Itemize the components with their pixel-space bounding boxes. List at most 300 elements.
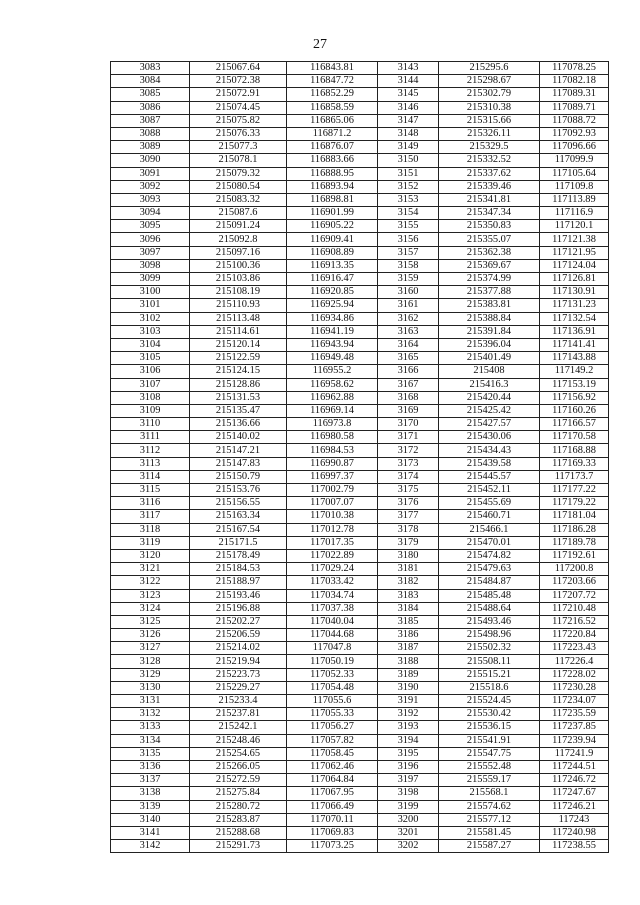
x-coordinate-cell: 215229.27 bbox=[190, 681, 287, 694]
y-coordinate-cell: 116990.87 bbox=[287, 457, 378, 470]
point-id-cell: 3179 bbox=[378, 536, 439, 549]
point-id-cell: 3161 bbox=[378, 299, 439, 312]
x-coordinate-cell: 215470.01 bbox=[439, 536, 540, 549]
y-coordinate-cell: 117239.94 bbox=[540, 734, 609, 747]
y-coordinate-cell: 116955.2 bbox=[287, 365, 378, 378]
y-coordinate-cell: 116909.41 bbox=[287, 233, 378, 246]
table-row bbox=[111, 325, 609, 338]
x-coordinate-cell: 215178.49 bbox=[190, 549, 287, 562]
table-row bbox=[111, 536, 609, 549]
point-id-cell: 3141 bbox=[111, 826, 190, 839]
point-id-cell: 3175 bbox=[378, 484, 439, 497]
x-coordinate-cell: 215498.96 bbox=[439, 629, 540, 642]
x-coordinate-cell: 215420.44 bbox=[439, 391, 540, 404]
y-coordinate-cell: 117210.48 bbox=[540, 602, 609, 615]
table-row bbox=[111, 431, 609, 444]
point-id-cell: 3136 bbox=[111, 760, 190, 773]
y-coordinate-cell: 117235.59 bbox=[540, 708, 609, 721]
table-row bbox=[111, 312, 609, 325]
x-coordinate-cell: 215202.27 bbox=[190, 615, 287, 628]
y-coordinate-cell: 117228.02 bbox=[540, 668, 609, 681]
point-id-cell: 3118 bbox=[111, 523, 190, 536]
y-coordinate-cell: 117246.72 bbox=[540, 774, 609, 787]
point-id-cell: 3183 bbox=[378, 589, 439, 602]
table-row bbox=[111, 615, 609, 628]
point-id-cell: 3090 bbox=[111, 154, 190, 167]
x-coordinate-cell: 215283.87 bbox=[190, 813, 287, 826]
point-id-cell: 3186 bbox=[378, 629, 439, 642]
x-coordinate-cell: 215302.79 bbox=[439, 88, 540, 101]
x-coordinate-cell: 215341.81 bbox=[439, 193, 540, 206]
point-id-cell: 3095 bbox=[111, 220, 190, 233]
point-id-cell: 3148 bbox=[378, 127, 439, 140]
point-id-cell: 3144 bbox=[378, 75, 439, 88]
x-coordinate-cell: 215541.91 bbox=[439, 734, 540, 747]
point-id-cell: 3185 bbox=[378, 615, 439, 628]
y-coordinate-cell: 117057.82 bbox=[287, 734, 378, 747]
y-coordinate-cell: 117246.21 bbox=[540, 800, 609, 813]
x-coordinate-cell: 215110.93 bbox=[190, 299, 287, 312]
point-id-cell: 3159 bbox=[378, 273, 439, 286]
y-coordinate-cell: 117160.26 bbox=[540, 404, 609, 417]
y-coordinate-cell: 116984.53 bbox=[287, 444, 378, 457]
point-id-cell: 3114 bbox=[111, 470, 190, 483]
x-coordinate-cell: 215184.53 bbox=[190, 563, 287, 576]
x-coordinate-cell: 215275.84 bbox=[190, 787, 287, 800]
table-row bbox=[111, 286, 609, 299]
x-coordinate-cell: 215484.87 bbox=[439, 576, 540, 589]
x-coordinate-cell: 215552.48 bbox=[439, 760, 540, 773]
y-coordinate-cell: 117002.79 bbox=[287, 484, 378, 497]
point-id-cell: 3096 bbox=[111, 233, 190, 246]
point-id-cell: 3188 bbox=[378, 655, 439, 668]
x-coordinate-cell: 215291.73 bbox=[190, 840, 287, 853]
point-id-cell: 3154 bbox=[378, 207, 439, 220]
y-coordinate-cell: 117116.9 bbox=[540, 207, 609, 220]
y-coordinate-cell: 117203.66 bbox=[540, 576, 609, 589]
point-id-cell: 3146 bbox=[378, 101, 439, 114]
x-coordinate-cell: 215439.58 bbox=[439, 457, 540, 470]
y-coordinate-cell: 117029.24 bbox=[287, 563, 378, 576]
point-id-cell: 3139 bbox=[111, 800, 190, 813]
point-id-cell: 3182 bbox=[378, 576, 439, 589]
point-id-cell: 3094 bbox=[111, 207, 190, 220]
x-coordinate-cell: 215485.48 bbox=[439, 589, 540, 602]
point-id-cell: 3122 bbox=[111, 576, 190, 589]
y-coordinate-cell: 117109.8 bbox=[540, 180, 609, 193]
point-id-cell: 3084 bbox=[111, 75, 190, 88]
x-coordinate-cell: 215136.66 bbox=[190, 418, 287, 431]
x-coordinate-cell: 215140.02 bbox=[190, 431, 287, 444]
x-coordinate-cell: 215150.79 bbox=[190, 470, 287, 483]
x-coordinate-cell: 215077.3 bbox=[190, 141, 287, 154]
y-coordinate-cell: 117099.9 bbox=[540, 154, 609, 167]
table-row bbox=[111, 299, 609, 312]
y-coordinate-cell: 116934.86 bbox=[287, 312, 378, 325]
x-coordinate-cell: 215460.71 bbox=[439, 510, 540, 523]
x-coordinate-cell: 215076.33 bbox=[190, 127, 287, 140]
point-id-cell: 3092 bbox=[111, 180, 190, 193]
point-id-cell: 3202 bbox=[378, 840, 439, 853]
y-coordinate-cell: 117241.9 bbox=[540, 747, 609, 760]
x-coordinate-cell: 215128.86 bbox=[190, 378, 287, 391]
y-coordinate-cell: 117143.88 bbox=[540, 352, 609, 365]
x-coordinate-cell: 215288.68 bbox=[190, 826, 287, 839]
point-id-cell: 3170 bbox=[378, 418, 439, 431]
y-coordinate-cell: 117055.33 bbox=[287, 708, 378, 721]
table-row bbox=[111, 602, 609, 615]
point-id-cell: 3160 bbox=[378, 286, 439, 299]
table-row bbox=[111, 708, 609, 721]
table-row bbox=[111, 589, 609, 602]
x-coordinate-cell: 215067.64 bbox=[190, 62, 287, 75]
x-coordinate-cell: 215408 bbox=[439, 365, 540, 378]
y-coordinate-cell: 117131.23 bbox=[540, 299, 609, 312]
y-coordinate-cell: 117062.46 bbox=[287, 760, 378, 773]
y-coordinate-cell: 117105.64 bbox=[540, 167, 609, 180]
point-id-cell: 3162 bbox=[378, 312, 439, 325]
page-number: 27 bbox=[313, 37, 327, 52]
y-coordinate-cell: 117033.42 bbox=[287, 576, 378, 589]
point-id-cell: 3165 bbox=[378, 352, 439, 365]
y-coordinate-cell: 117113.89 bbox=[540, 193, 609, 206]
point-id-cell: 3101 bbox=[111, 299, 190, 312]
x-coordinate-cell: 215163.34 bbox=[190, 510, 287, 523]
y-coordinate-cell: 117050.19 bbox=[287, 655, 378, 668]
x-coordinate-cell: 215337.62 bbox=[439, 167, 540, 180]
point-id-cell: 3100 bbox=[111, 286, 190, 299]
point-id-cell: 3115 bbox=[111, 484, 190, 497]
point-id-cell: 3117 bbox=[111, 510, 190, 523]
point-id-cell: 3098 bbox=[111, 259, 190, 272]
y-coordinate-cell: 117226.4 bbox=[540, 655, 609, 668]
y-coordinate-cell: 117200.8 bbox=[540, 563, 609, 576]
x-coordinate-cell: 215120.14 bbox=[190, 338, 287, 351]
point-id-cell: 3086 bbox=[111, 101, 190, 114]
y-coordinate-cell: 116898.81 bbox=[287, 193, 378, 206]
point-id-cell: 3173 bbox=[378, 457, 439, 470]
x-coordinate-cell: 215310.38 bbox=[439, 101, 540, 114]
y-coordinate-cell: 117230.28 bbox=[540, 681, 609, 694]
y-coordinate-cell: 117088.72 bbox=[540, 114, 609, 127]
point-id-cell: 3109 bbox=[111, 404, 190, 417]
y-coordinate-cell: 117096.66 bbox=[540, 141, 609, 154]
point-id-cell: 3116 bbox=[111, 497, 190, 510]
x-coordinate-cell: 215508.11 bbox=[439, 655, 540, 668]
y-coordinate-cell: 117022.89 bbox=[287, 549, 378, 562]
x-coordinate-cell: 215075.82 bbox=[190, 114, 287, 127]
point-id-cell: 3107 bbox=[111, 378, 190, 391]
x-coordinate-cell: 215131.53 bbox=[190, 391, 287, 404]
point-id-cell: 3138 bbox=[111, 787, 190, 800]
table-row bbox=[111, 273, 609, 286]
x-coordinate-cell: 215233.4 bbox=[190, 695, 287, 708]
table-row bbox=[111, 444, 609, 457]
table-row bbox=[111, 470, 609, 483]
point-id-cell: 3198 bbox=[378, 787, 439, 800]
x-coordinate-cell: 215242.1 bbox=[190, 721, 287, 734]
table-row bbox=[111, 180, 609, 193]
point-id-cell: 3155 bbox=[378, 220, 439, 233]
x-coordinate-cell: 215493.46 bbox=[439, 615, 540, 628]
point-id-cell: 3129 bbox=[111, 668, 190, 681]
point-id-cell: 3195 bbox=[378, 747, 439, 760]
point-id-cell: 3106 bbox=[111, 365, 190, 378]
x-coordinate-cell: 215083.32 bbox=[190, 193, 287, 206]
point-id-cell: 3091 bbox=[111, 167, 190, 180]
y-coordinate-cell: 116925.94 bbox=[287, 299, 378, 312]
y-coordinate-cell: 117166.57 bbox=[540, 418, 609, 431]
x-coordinate-cell: 215339.46 bbox=[439, 180, 540, 193]
x-coordinate-cell: 215401.49 bbox=[439, 352, 540, 365]
table-row bbox=[111, 207, 609, 220]
point-id-cell: 3137 bbox=[111, 774, 190, 787]
y-coordinate-cell: 117058.45 bbox=[287, 747, 378, 760]
y-coordinate-cell: 116883.66 bbox=[287, 154, 378, 167]
table-row bbox=[111, 259, 609, 272]
point-id-cell: 3102 bbox=[111, 312, 190, 325]
y-coordinate-cell: 116913.35 bbox=[287, 259, 378, 272]
table-row bbox=[111, 510, 609, 523]
table-row bbox=[111, 668, 609, 681]
point-id-cell: 3156 bbox=[378, 233, 439, 246]
x-coordinate-cell: 215524.45 bbox=[439, 695, 540, 708]
table-row bbox=[111, 497, 609, 510]
point-id-cell: 3087 bbox=[111, 114, 190, 127]
table-row bbox=[111, 695, 609, 708]
y-coordinate-cell: 117247.67 bbox=[540, 787, 609, 800]
table-row bbox=[111, 787, 609, 800]
table-row bbox=[111, 826, 609, 839]
y-coordinate-cell: 117121.95 bbox=[540, 246, 609, 259]
y-coordinate-cell: 117141.41 bbox=[540, 338, 609, 351]
table-row bbox=[111, 418, 609, 431]
table-row bbox=[111, 154, 609, 167]
y-coordinate-cell: 117124.04 bbox=[540, 259, 609, 272]
y-coordinate-cell: 117089.71 bbox=[540, 101, 609, 114]
x-coordinate-cell: 215518.6 bbox=[439, 681, 540, 694]
y-coordinate-cell: 116943.94 bbox=[287, 338, 378, 351]
point-id-cell: 3197 bbox=[378, 774, 439, 787]
y-coordinate-cell: 117070.11 bbox=[287, 813, 378, 826]
x-coordinate-cell: 215272.59 bbox=[190, 774, 287, 787]
table-row bbox=[111, 233, 609, 246]
y-coordinate-cell: 116958.62 bbox=[287, 378, 378, 391]
point-id-cell: 3177 bbox=[378, 510, 439, 523]
y-coordinate-cell: 117173.7 bbox=[540, 470, 609, 483]
x-coordinate-cell: 215452.11 bbox=[439, 484, 540, 497]
point-id-cell: 3174 bbox=[378, 470, 439, 483]
table-row bbox=[111, 747, 609, 760]
y-coordinate-cell: 116847.72 bbox=[287, 75, 378, 88]
point-id-cell: 3130 bbox=[111, 681, 190, 694]
x-coordinate-cell: 215219.94 bbox=[190, 655, 287, 668]
point-id-cell: 3143 bbox=[378, 62, 439, 75]
table-row bbox=[111, 457, 609, 470]
x-coordinate-cell: 215078.1 bbox=[190, 154, 287, 167]
x-coordinate-cell: 215445.57 bbox=[439, 470, 540, 483]
point-id-cell: 3166 bbox=[378, 365, 439, 378]
point-id-cell: 3193 bbox=[378, 721, 439, 734]
x-coordinate-cell: 215427.57 bbox=[439, 418, 540, 431]
x-coordinate-cell: 215515.21 bbox=[439, 668, 540, 681]
table-row bbox=[111, 141, 609, 154]
x-coordinate-cell: 215147.83 bbox=[190, 457, 287, 470]
x-coordinate-cell: 215369.67 bbox=[439, 259, 540, 272]
point-id-cell: 3191 bbox=[378, 695, 439, 708]
y-coordinate-cell: 117132.54 bbox=[540, 312, 609, 325]
x-coordinate-cell: 215374.99 bbox=[439, 273, 540, 286]
y-coordinate-cell: 116997.37 bbox=[287, 470, 378, 483]
y-coordinate-cell: 117237.85 bbox=[540, 721, 609, 734]
point-id-cell: 3167 bbox=[378, 378, 439, 391]
point-id-cell: 3110 bbox=[111, 418, 190, 431]
y-coordinate-cell: 117136.91 bbox=[540, 325, 609, 338]
x-coordinate-cell: 215206.59 bbox=[190, 629, 287, 642]
point-id-cell: 3123 bbox=[111, 589, 190, 602]
y-coordinate-cell: 117186.28 bbox=[540, 523, 609, 536]
y-coordinate-cell: 116962.88 bbox=[287, 391, 378, 404]
y-coordinate-cell: 117066.49 bbox=[287, 800, 378, 813]
x-coordinate-cell: 215587.27 bbox=[439, 840, 540, 853]
y-coordinate-cell: 117047.8 bbox=[287, 642, 378, 655]
x-coordinate-cell: 215568.1 bbox=[439, 787, 540, 800]
y-coordinate-cell: 117149.2 bbox=[540, 365, 609, 378]
table-row bbox=[111, 62, 609, 75]
x-coordinate-cell: 215254.65 bbox=[190, 747, 287, 760]
point-id-cell: 3151 bbox=[378, 167, 439, 180]
y-coordinate-cell: 116949.48 bbox=[287, 352, 378, 365]
x-coordinate-cell: 215488.64 bbox=[439, 602, 540, 615]
table-row bbox=[111, 681, 609, 694]
y-coordinate-cell: 116843.81 bbox=[287, 62, 378, 75]
table-row bbox=[111, 734, 609, 747]
point-id-cell: 3133 bbox=[111, 721, 190, 734]
point-id-cell: 3168 bbox=[378, 391, 439, 404]
coordinates-table-body bbox=[111, 62, 609, 853]
table-row bbox=[111, 101, 609, 114]
y-coordinate-cell: 116905.22 bbox=[287, 220, 378, 233]
y-coordinate-cell: 116901.99 bbox=[287, 207, 378, 220]
point-id-cell: 3097 bbox=[111, 246, 190, 259]
point-id-cell: 3147 bbox=[378, 114, 439, 127]
point-id-cell: 3125 bbox=[111, 615, 190, 628]
x-coordinate-cell: 215474.82 bbox=[439, 549, 540, 562]
x-coordinate-cell: 215147.21 bbox=[190, 444, 287, 457]
y-coordinate-cell: 117037.38 bbox=[287, 602, 378, 615]
table-row bbox=[111, 127, 609, 140]
x-coordinate-cell: 215388.84 bbox=[439, 312, 540, 325]
x-coordinate-cell: 215332.52 bbox=[439, 154, 540, 167]
y-coordinate-cell: 117007.07 bbox=[287, 497, 378, 510]
point-id-cell: 3158 bbox=[378, 259, 439, 272]
x-coordinate-cell: 215103.86 bbox=[190, 273, 287, 286]
table-row bbox=[111, 576, 609, 589]
point-id-cell: 3157 bbox=[378, 246, 439, 259]
point-id-cell: 3134 bbox=[111, 734, 190, 747]
y-coordinate-cell: 117169.33 bbox=[540, 457, 609, 470]
table-row bbox=[111, 523, 609, 536]
point-id-cell: 3111 bbox=[111, 431, 190, 444]
point-id-cell: 3153 bbox=[378, 193, 439, 206]
table-row bbox=[111, 88, 609, 101]
y-coordinate-cell: 116888.95 bbox=[287, 167, 378, 180]
x-coordinate-cell: 215171.5 bbox=[190, 536, 287, 549]
x-coordinate-cell: 215248.46 bbox=[190, 734, 287, 747]
x-coordinate-cell: 215383.81 bbox=[439, 299, 540, 312]
y-coordinate-cell: 116908.89 bbox=[287, 246, 378, 259]
x-coordinate-cell: 215355.07 bbox=[439, 233, 540, 246]
x-coordinate-cell: 215455.69 bbox=[439, 497, 540, 510]
point-id-cell: 3093 bbox=[111, 193, 190, 206]
x-coordinate-cell: 215295.6 bbox=[439, 62, 540, 75]
y-coordinate-cell: 116980.58 bbox=[287, 431, 378, 444]
table-row bbox=[111, 338, 609, 351]
y-coordinate-cell: 116969.14 bbox=[287, 404, 378, 417]
point-id-cell: 3189 bbox=[378, 668, 439, 681]
table-row bbox=[111, 629, 609, 642]
x-coordinate-cell: 215377.88 bbox=[439, 286, 540, 299]
point-id-cell: 3172 bbox=[378, 444, 439, 457]
x-coordinate-cell: 215266.05 bbox=[190, 760, 287, 773]
x-coordinate-cell: 215080.54 bbox=[190, 180, 287, 193]
y-coordinate-cell: 117040.04 bbox=[287, 615, 378, 628]
x-coordinate-cell: 215536.15 bbox=[439, 721, 540, 734]
y-coordinate-cell: 117067.95 bbox=[287, 787, 378, 800]
y-coordinate-cell: 117181.04 bbox=[540, 510, 609, 523]
y-coordinate-cell: 117177.22 bbox=[540, 484, 609, 497]
y-coordinate-cell: 117156.92 bbox=[540, 391, 609, 404]
x-coordinate-cell: 215079.32 bbox=[190, 167, 287, 180]
point-id-cell: 3169 bbox=[378, 404, 439, 417]
x-coordinate-cell: 215188.97 bbox=[190, 576, 287, 589]
x-coordinate-cell: 215108.19 bbox=[190, 286, 287, 299]
point-id-cell: 3199 bbox=[378, 800, 439, 813]
y-coordinate-cell: 117092.93 bbox=[540, 127, 609, 140]
table-row bbox=[111, 193, 609, 206]
y-coordinate-cell: 117234.07 bbox=[540, 695, 609, 708]
y-coordinate-cell: 117054.48 bbox=[287, 681, 378, 694]
x-coordinate-cell: 215479.63 bbox=[439, 563, 540, 576]
x-coordinate-cell: 215097.16 bbox=[190, 246, 287, 259]
y-coordinate-cell: 117220.84 bbox=[540, 629, 609, 642]
table-row bbox=[111, 549, 609, 562]
point-id-cell: 3152 bbox=[378, 180, 439, 193]
y-coordinate-cell: 117192.61 bbox=[540, 549, 609, 562]
point-id-cell: 3164 bbox=[378, 338, 439, 351]
point-id-cell: 3131 bbox=[111, 695, 190, 708]
y-coordinate-cell: 117170.58 bbox=[540, 431, 609, 444]
x-coordinate-cell: 215156.55 bbox=[190, 497, 287, 510]
x-coordinate-cell: 215193.46 bbox=[190, 589, 287, 602]
x-coordinate-cell: 215350.83 bbox=[439, 220, 540, 233]
coordinates-table bbox=[110, 61, 609, 853]
y-coordinate-cell: 117056.27 bbox=[287, 721, 378, 734]
y-coordinate-cell: 116920.85 bbox=[287, 286, 378, 299]
table-row bbox=[111, 484, 609, 497]
point-id-cell: 3132 bbox=[111, 708, 190, 721]
y-coordinate-cell: 117082.18 bbox=[540, 75, 609, 88]
y-coordinate-cell: 116865.06 bbox=[287, 114, 378, 127]
x-coordinate-cell: 215502.32 bbox=[439, 642, 540, 655]
x-coordinate-cell: 215559.17 bbox=[439, 774, 540, 787]
point-id-cell: 3113 bbox=[111, 457, 190, 470]
point-id-cell: 3120 bbox=[111, 549, 190, 562]
x-coordinate-cell: 215092.8 bbox=[190, 233, 287, 246]
y-coordinate-cell: 116941.19 bbox=[287, 325, 378, 338]
x-coordinate-cell: 215298.67 bbox=[439, 75, 540, 88]
y-coordinate-cell: 117120.1 bbox=[540, 220, 609, 233]
